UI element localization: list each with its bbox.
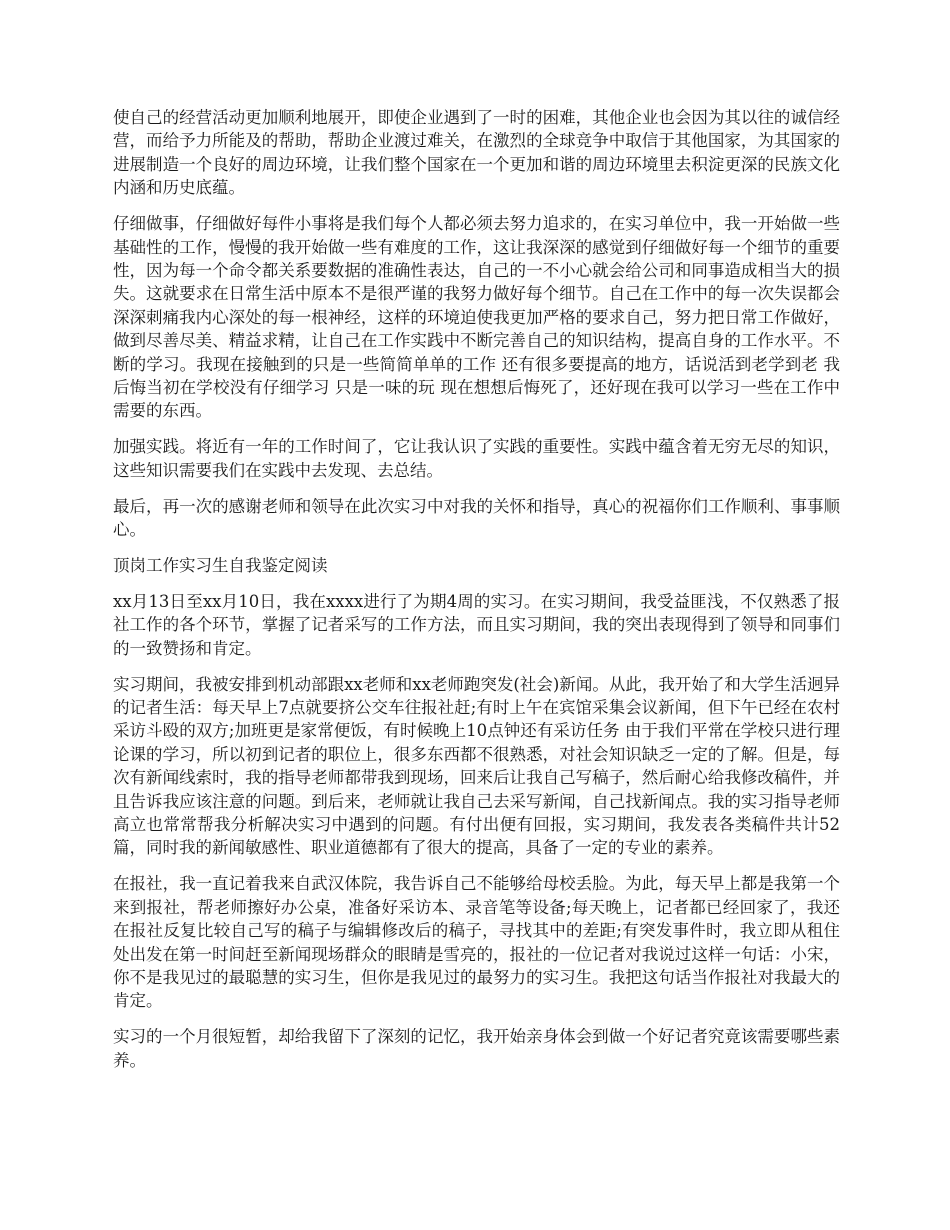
section-paragraph-3: 在报社，我一直记着我来自武汉体院，我告诉自己不能够给母校丢脸。为此，每天早上都是我第一个来到报社，帮老师擦好办公桌，准备好采访本、录音笔等设备;每天晚上，记者都已经回家了，我还在报社反复比较自己写的稿子与编辑修改后的稿子，寻找其中的差距;有突发事件时，我立即从租住处出发在第一时间赶至新闻现场群众的眼睛是雪亮的，报社的一位记者对我说过这样一句话：小宋，你不是我见过的最聪慧的实习生，但你是我见过的最努力的实习生。我把这句话当作报社对我最大的肯定。	[113, 874, 840, 1011]
section-paragraph-4: 实习的一个月很短暂，却给我留下了深刻的记忆，我开始亲身体会到做一个好记者究竟该需要哪些素养。	[113, 1027, 840, 1070]
section-paragraph-2: 实习期间，我被安排到机动部跟xx老师和xx老师跑突发(社会)新闻。从此，我开始了和大学生活迥异的记者生活：每天早上7点就要挤公交车往报社赶;有时上午在宾馆采集会议新闻，但下午已经在农村采访斗殴的双方;加班更是家常便饭，有时候晚上10点钟还有采访任务 由于我们平常在学校只进行理论课的学习，所以初到记者的职位上，很多东西都不很熟悉，对社会知识缺乏一定的了解。但是，每次有新闻线索时，我的指导老师都带我到现场，回来后让我自己写稿子，然后耐心给我修改稿件，并且告诉我应该注意的问题。到后来，老师就让我自己去采写新闻，自己找新闻点。我的实习指导老师高立也常常帮我分析解决实习中遇到的问题。有付出便有回报，实习期间，我发表各类稿件共计52篇，同时我的新闻敏感性、职业道德都有了很大的提高，具备了一定的专业的素养。	[113, 674, 840, 858]
paragraph-2: 仔细做事，仔细做好每件小事将是我们每个人都必须去努力追求的，在实习单位中，我一开始做一些基础性的工作，慢慢的我开始做一些有难度的工作，这让我深深的感觉到仔细做好每一个细节的重要性，因为每一个命令都关系要数据的准确性表达，自己的一不小心就会给公司和同事造成相当大的损失。这就要求在日常生活中原本不是很严谨的我努力做好每个细节。自己在工作中的每一次失误都会深深刺痛我内心深处的每一根神经，这样的环境迫使我更加严格的要求自己，努力把日常工作做好，做到尽善尽美、精益求精，让自己在工作实践中不断完善自己的知识结构，提高自身的工作水平。不断的学习。我现在接触到的只是一些简简单单的工作 还有很多要提高的地方，话说活到老学到老 我后悔当初在学校没有仔细学习 只是一味的玩 现在想想后悔死了，还好现在我可以学习一些在工作中需要的东西。	[113, 214, 840, 421]
paragraph-1: 使自己的经营活动更加顺利地展开，即使企业遇到了一时的困难，其他企业也会因为其以往的诚信经营，而给予力所能及的帮助，帮助企业渡过难关，在激烈的全球竞争中取信于其他国家，为其国家的进展制造一个良好的周边环境，让我们整个国家在一个更加和谐的周边环境里去积淀更深的民族文化内涵和历史底蕴。	[113, 108, 840, 198]
paragraph-3: 加强实践。将近有一年的工作时间了，它让我认识了实践的重要性。实践中蕴含着无穷无尽的知识，这些知识需要我们在实践中去发现、去总结。	[113, 437, 840, 480]
document-body	[113, 106, 840, 1085]
section-title: 顶岗工作实习生自我鉴定阅读	[113, 555, 328, 575]
paragraph-4: 最后，再一次的感谢老师和领导在此次实习中对我的关怀和指导，真心的祝福你们工作顺利、事事顺心。	[113, 496, 840, 539]
section-paragraph-1: xx月13日至xx月10日，我在xxxx进行了为期4周的实习。在实习期间，我受益匪浅，不仅熟悉了报社工作的各个环节，掌握了记者采写的工作方法，而且实习期间，我的突出表现得到了领导和同事们的一致赞扬和肯定。	[113, 591, 840, 658]
